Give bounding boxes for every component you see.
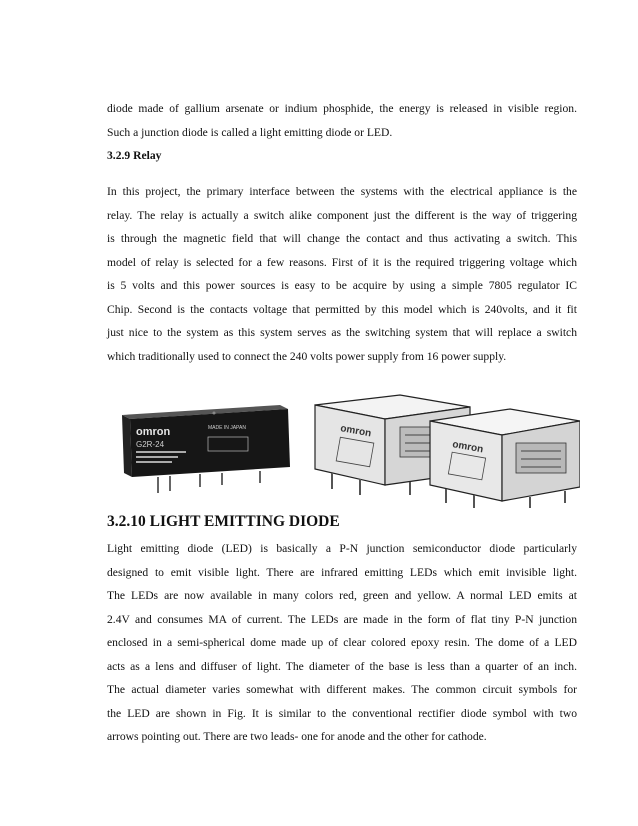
relay-paragraph — [107, 180, 577, 368]
relay-line-6: Chip. Second is the contacts voltage that permitted by this model which is 240volts, and it fit — [107, 302, 577, 316]
intro-paragraph — [107, 97, 577, 144]
relay-photo — [110, 385, 580, 510]
relay-line-2: relay. The relay is actually a switch alike component just the different is the way of triggering — [107, 208, 577, 222]
relay-line-7: just nice to the system as this system serves as the switching system that will replace a switch — [107, 326, 577, 339]
led-line-3: The LEDs are now available in many colors red, green and yellow. A normal LED emits at — [107, 589, 577, 602]
relay1-made-label: MADE IN JAPAN — [208, 425, 246, 431]
led-line-6: acts as a lens and diffuser of light. The diameter of the base is less than a quarter of an inch. — [107, 659, 577, 673]
led-paragraph — [107, 537, 577, 749]
relay1-brand-label: omron — [136, 426, 171, 438]
led-line-8: the LED are shown in Fig. It is similar to the conventional rectifier diode symbol with two — [107, 706, 577, 720]
relay-line-8: which traditionally used to connect the 240 volts power supply from 16 power supply. — [107, 349, 507, 363]
relay-black — [122, 405, 290, 493]
led-line-9: arrows pointing out. There are two leads- one for anode and the other for cathode. — [107, 730, 487, 743]
led-line-5: enclosed in a semi-spherical dome made up of clear colored epoxy resin. The dome of a LED — [107, 636, 577, 649]
relay1-model-label: G2R-24 — [136, 440, 165, 449]
relay2-brand-label: omron — [339, 423, 373, 440]
relay-line-5: is 5 volts and this power sources is easy to be acquire by using a simple 7805 regulator IC — [107, 279, 577, 292]
relay-clear-2 — [430, 409, 580, 508]
relay3-brand-label: omron — [451, 439, 485, 456]
led-line-2: designed to emit visible light. There are infrared emitting LEDs which emit invisible light. — [107, 565, 577, 579]
relay-line-4: model of relay is selected for a few reasons. First of it is the required triggering voltage which — [107, 255, 577, 269]
intro-line-2: Such a junction diode is called a light emitting diode or LED. — [107, 125, 393, 139]
relay-heading: 3.2.9 Relay — [107, 149, 162, 162]
led-line-4: 2.4V and consumes MA of current. The LEDs are made in the form of flat tiny P-N junction — [107, 612, 577, 626]
led-line-7: The actual diameter varies somewhat with different makes. The common circuit symbols for — [107, 683, 577, 696]
led-line-1: Light emitting diode (LED) is basically a P-N junction semiconductor diode particularly — [107, 542, 577, 555]
intro-line-1: diode made of gallium arsenate or indium phosphide, the energy is released in visible region. — [107, 102, 577, 115]
led-heading: 3.2.10 LIGHT EMITTING DIODE — [107, 513, 340, 530]
relay-line-1: In this project, the primary interface between the systems with the electrical appliance is the — [107, 185, 577, 198]
relay-line-3: is through the magnetic field that will change the contact and thus activating a switch. This — [107, 232, 577, 245]
